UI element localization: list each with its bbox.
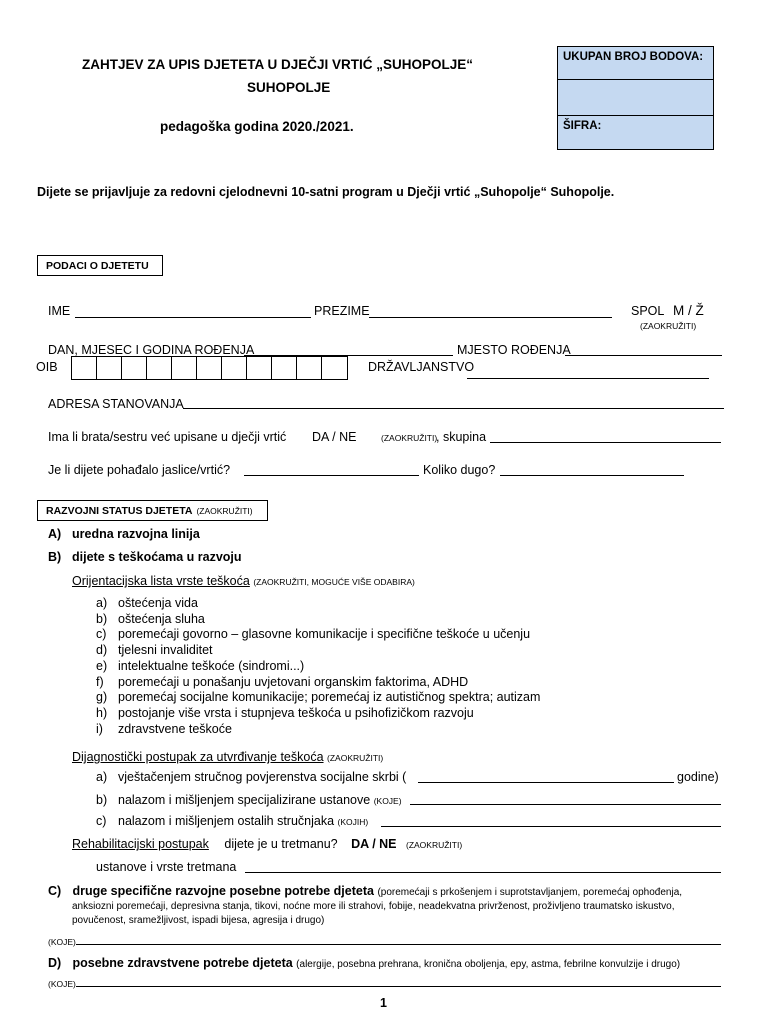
difficulty-list <box>96 596 540 737</box>
rehab-note: (ZAOKRUŽITI) <box>405 840 463 850</box>
list-item[interactable]: b) oštećenja sluha <box>96 611 205 626</box>
diag-c-letter[interactable]: c) <box>96 814 107 828</box>
oib-cell[interactable] <box>297 357 322 379</box>
adresa-label: ADRESA STANOVANJA <box>48 397 184 411</box>
total-points-field[interactable] <box>558 80 713 116</box>
ustanove-field[interactable] <box>245 872 721 873</box>
oib-cell[interactable] <box>272 357 297 379</box>
list-item[interactable]: c) poremećaji govorno – glasovne komunikacije i specifične teškoće u učenju <box>96 627 531 642</box>
dob-label: DAN, MJESEC I GODINA ROĐENJA <box>48 343 255 357</box>
code-field[interactable]: ŠIFRA: <box>558 116 713 149</box>
diag-note: (ZAOKRUŽITI) <box>327 753 384 763</box>
spol-label: SPOL <box>631 304 665 318</box>
option-c-desc-2: anksiozni poremećaji, depresivna stanja, tikovi, noćne more ili strahovi, fobije, neadekvatna privrženost, proživljeno traumatsko iskustvo, <box>72 901 675 912</box>
option-d-text: posebne zdravstvene potrebe djeteta <box>72 956 293 970</box>
option-c-desc-1: (poremećaji s prkošenjem i suprotstavljanjem, poremećaj ophođenja, <box>377 887 683 898</box>
ustanove-label: ustanove i vrste tretmana <box>96 860 237 874</box>
option-c-field[interactable] <box>76 944 721 945</box>
rehab-da-ne[interactable]: DA / NE <box>351 837 397 851</box>
option-c-letter[interactable]: C) <box>48 884 62 898</box>
diag-a-text: vještačenjem stručnog povjerenstva socijalne skrbi ( <box>118 770 407 784</box>
diag-b-text: nalazom i mišljenjem specijalizirane ustanove <box>118 793 371 807</box>
diag-a-end: godine) <box>677 770 719 784</box>
form-title: ZAHTJEV ZA UPIS DJETETA U DJEČJI VRTIĆ „SUHOPOLJE“ <box>82 57 474 72</box>
rehab-question: dijete je u tretmanu? <box>224 837 338 851</box>
option-a-letter[interactable]: A) <box>48 527 62 541</box>
intro-text: Dijete se prijavljuje za redovni cjelodnevni 10-satni program u Dječji vrtić „Suhopolje“ Suhopolje. <box>37 185 615 199</box>
sibling-da-ne[interactable]: DA / NE <box>312 430 357 444</box>
dev-status-note: (ZAOKRUŽITI) <box>196 505 253 516</box>
diag-c-note: (KOJIH) <box>337 817 369 827</box>
sibling-note: (ZAOKRUŽITI) <box>381 433 438 443</box>
oib-cell[interactable] <box>322 357 347 379</box>
score-box <box>557 46 714 150</box>
option-c-desc-3: povučenost, sramežljivost, ispadi bijesa, agresija i drugo) <box>72 915 325 926</box>
option-c-text: druge specifične razvojne posebne potrebe djeteta <box>72 884 374 898</box>
skupina-label: , skupina <box>436 430 487 444</box>
diag-b-letter[interactable]: b) <box>96 793 108 807</box>
koje-label-2: (KOJE) <box>48 979 76 989</box>
koliko-label: Koliko dugo? <box>423 463 496 477</box>
mjesto-label: MJESTO ROĐENJA <box>457 343 571 357</box>
spol-options[interactable]: M / Ž <box>673 303 704 318</box>
ime-label: IME <box>48 304 71 318</box>
list-item[interactable]: e) intelektualne teškoće (sindromi...) <box>96 658 305 673</box>
section-dev-status <box>37 500 268 521</box>
spol-note: (ZAOKRUŽITI) <box>640 321 697 331</box>
option-d-letter[interactable]: D) <box>48 956 62 970</box>
oib-cell[interactable] <box>222 357 247 379</box>
option-b-text: dijete s teškoćama u razvoju <box>72 550 242 564</box>
diag-b-field[interactable] <box>410 804 721 805</box>
prezime-label: PREZIME <box>314 304 370 318</box>
sibling-question: Ima li brata/sestru već upisane u dječji vrtić <box>48 430 287 444</box>
koliko-field[interactable] <box>500 475 684 476</box>
rehab-title: Rehabilitacijski postupak <box>72 837 209 851</box>
skupina-field[interactable] <box>490 442 721 443</box>
school-year: pedagoška godina 2020./2021. <box>160 119 354 134</box>
drzavljanstvo-field[interactable] <box>467 378 709 379</box>
oib-cell[interactable] <box>122 357 147 379</box>
diag-a-field[interactable] <box>418 782 674 783</box>
section-child-data: PODACI O DJETETU <box>37 255 163 276</box>
prezime-field[interactable] <box>369 317 612 318</box>
adresa-field[interactable] <box>183 408 724 409</box>
ime-field[interactable] <box>75 317 311 318</box>
orient-list-note: (ZAOKRUŽITI, MOGUĆE VIŠE ODABIRA) <box>253 577 415 587</box>
oib-cell[interactable] <box>172 357 197 379</box>
list-item[interactable]: a) oštećenja vida <box>96 596 198 610</box>
diag-a-letter[interactable]: a) <box>96 770 108 784</box>
option-d-field[interactable] <box>76 986 721 987</box>
option-b-letter[interactable]: B) <box>48 550 62 564</box>
diag-c-text: nalazom i mišljenjem ostalih stručnjaka <box>118 814 335 828</box>
oib-grid[interactable] <box>71 356 348 380</box>
drzavljanstvo-label: DRŽAVLJANSTVO <box>368 360 475 374</box>
jaslice-question: Je li dijete pohađalo jaslice/vrtić? <box>48 463 231 477</box>
koje-label-1: (KOJE) <box>48 937 76 947</box>
dev-status-heading: RAZVOJNI STATUS DJETETA <box>46 504 193 517</box>
option-a-text: uredna razvojna linija <box>72 527 200 541</box>
oib-cell[interactable] <box>197 357 222 379</box>
list-item[interactable]: f) poremećaji u ponašanju uvjetovani organskim faktorima, ADHD <box>96 674 469 689</box>
form-subtitle: SUHOPOLJE <box>247 80 331 95</box>
total-points-label: UKUPAN BROJ BODOVA: <box>558 47 713 80</box>
oib-label: OIB <box>36 360 58 374</box>
diag-c-field[interactable] <box>381 826 721 827</box>
mjesto-field[interactable] <box>565 355 722 356</box>
list-item[interactable]: d) tjelesni invaliditet <box>96 643 213 658</box>
option-d-desc: (alergije, posebna prehrana, kronična oboljenja, epy, astma, febrilne konvulzije i drugo) <box>296 959 681 970</box>
oib-cell[interactable] <box>147 357 172 379</box>
list-item[interactable]: g) poremećaj socijalne komunikacije; poremećaj iz autističnog spektra; autizam <box>96 690 541 705</box>
oib-cell[interactable] <box>97 357 122 379</box>
diag-title: Dijagnostički postupak za utvrđivanje teškoća <box>72 750 324 764</box>
list-item[interactable]: i) zdravstvene teškoće <box>96 721 232 736</box>
list-item[interactable]: h) postojanje više vrsta i stupnjeva teškoća u psihofizičkom razvoju <box>96 705 474 720</box>
diag-b-note: (KOJE) <box>373 796 402 806</box>
oib-cell[interactable] <box>72 357 97 379</box>
orient-list-title: Orijentacijska lista vrste teškoća <box>72 574 250 588</box>
oib-cell[interactable] <box>247 357 272 379</box>
jaslice-field[interactable] <box>244 475 419 476</box>
page-number: 1 <box>380 996 387 1010</box>
